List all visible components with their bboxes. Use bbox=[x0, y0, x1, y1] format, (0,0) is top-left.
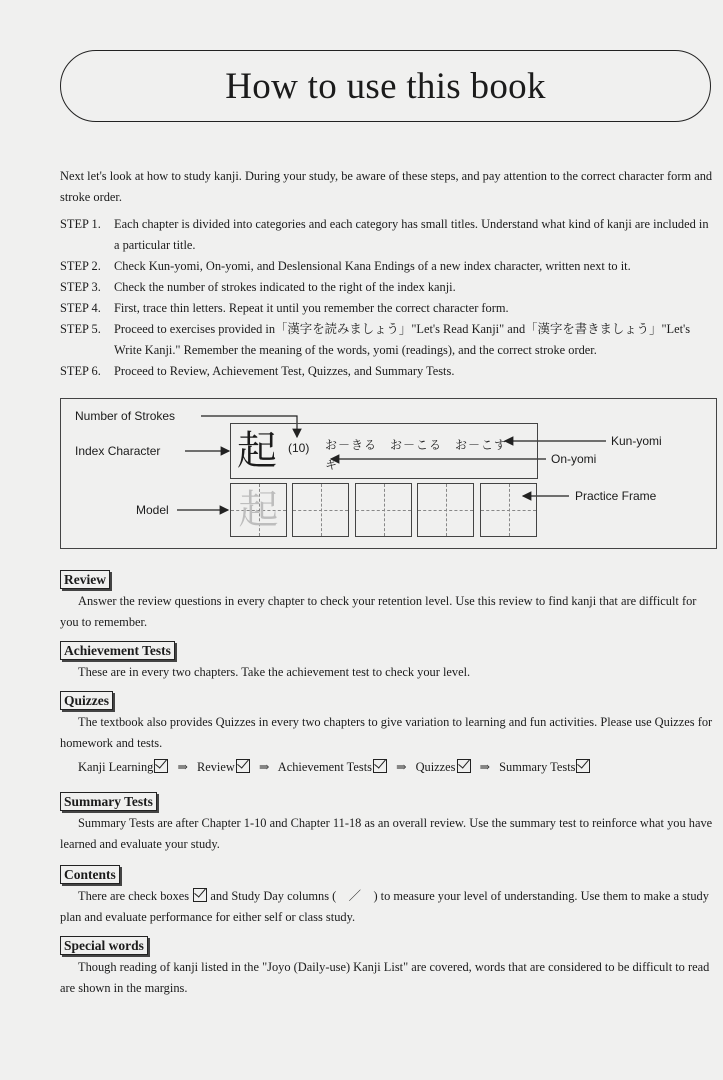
title-box bbox=[60, 50, 711, 122]
on-yomi-label: On-yomi bbox=[551, 452, 597, 466]
step-item bbox=[60, 319, 716, 361]
step-number: STEP 1. bbox=[60, 217, 101, 231]
achievement-section bbox=[60, 641, 716, 683]
step-item bbox=[60, 214, 716, 256]
step-item bbox=[60, 256, 716, 277]
step-item bbox=[60, 298, 716, 319]
model-frame bbox=[230, 483, 287, 537]
on-reading: キ bbox=[325, 458, 338, 472]
practice-frame bbox=[292, 483, 349, 537]
contents-body-a: There are check boxes bbox=[78, 889, 190, 903]
step-item bbox=[60, 277, 716, 298]
checkbox-icon bbox=[154, 759, 168, 773]
page-title: How to use this book bbox=[225, 65, 546, 107]
quizzes-heading: Quizzes bbox=[60, 691, 113, 710]
summary-heading: Summary Tests bbox=[60, 792, 157, 811]
number-of-strokes-label: Number of Strokes bbox=[75, 409, 176, 423]
step-item bbox=[60, 361, 716, 382]
step-number: STEP 3. bbox=[60, 280, 101, 294]
checkbox-icon bbox=[576, 759, 590, 773]
quizzes-body: The textbook also provides Quizzes in every two chapters to give variation to learning and fun activities. Please use Quizzes for homework and tests. bbox=[60, 715, 713, 750]
step-number: STEP 5. bbox=[60, 322, 101, 336]
flow-item: Achievement Tests bbox=[277, 760, 372, 774]
kun-yomi-label: Kun-yomi bbox=[611, 434, 662, 448]
kun-readings: お－きる お－こる お－こす bbox=[325, 438, 508, 452]
review-body: Answer the review questions in every chapter to check your retention level. Use this review to find kanji that are difficult for you to remember. bbox=[60, 594, 697, 629]
intro-paragraph: Next let's look at how to study kanji. During your study, be aware of these steps, and pay attention to the correct character form and stroke order. bbox=[60, 169, 713, 204]
learning-flow bbox=[78, 759, 590, 775]
practice-frame bbox=[355, 483, 412, 537]
practice-frame bbox=[417, 483, 474, 537]
practice-frame bbox=[480, 483, 537, 537]
index-kanji-box bbox=[230, 423, 538, 479]
step-text: Proceed to Review, Achievement Test, Quizzes, and Summary Tests. bbox=[114, 364, 455, 378]
review-heading: Review bbox=[60, 570, 110, 589]
stroke-count: (10) bbox=[288, 441, 310, 455]
model-kanji: 起 bbox=[238, 487, 279, 533]
special-words-heading: Special words bbox=[60, 936, 148, 955]
contents-body-b: and Study Day columns ( ／ ) to measure your level of understanding. Use them to make a study plan and evaluate performance for either self or class study. bbox=[60, 889, 709, 924]
steps-list bbox=[60, 214, 716, 382]
step-number: STEP 2. bbox=[60, 259, 101, 273]
flow-item: Kanji Learning bbox=[78, 760, 154, 774]
arrow-icon: ⇒ bbox=[258, 760, 270, 774]
quizzes-section bbox=[60, 691, 716, 754]
step-number: STEP 4. bbox=[60, 301, 101, 315]
summary-section bbox=[60, 792, 716, 855]
special-words-body: Though reading of kanji listed in the "Joyo (Daily-use) Kanji List" are covered, words that are considered to be difficult to read are shown in the margins. bbox=[60, 960, 710, 995]
flow-item: Review bbox=[196, 760, 235, 774]
checkbox-icon bbox=[193, 888, 207, 902]
contents-heading: Contents bbox=[60, 865, 120, 884]
kanji-entry-diagram bbox=[60, 398, 717, 549]
contents-body bbox=[60, 886, 716, 928]
arrow-icon: ⇒ bbox=[177, 760, 188, 774]
practice-frame-label: Practice Frame bbox=[575, 489, 657, 503]
step-text: First, trace thin letters. Repeat it until you remember the correct character form. bbox=[114, 301, 509, 315]
step-text: Check Kun-yomi, On-yomi, and Deslensional Kana Endings of a new index character, written next to it. bbox=[114, 259, 631, 273]
summary-body: Summary Tests are after Chapter 1-10 and Chapter 11-18 as an overall review. Use the summary test to reinforce what you have learned and evaluate your study. bbox=[60, 816, 713, 851]
index-character-label: Index Character bbox=[75, 444, 161, 458]
step-number: STEP 6. bbox=[60, 364, 101, 378]
contents-section bbox=[60, 865, 716, 928]
special-words-section bbox=[60, 936, 716, 999]
step-text: Check the number of strokes indicated to the right of the index kanji. bbox=[114, 280, 456, 294]
checkbox-icon bbox=[373, 759, 387, 773]
index-kanji: 起 bbox=[237, 428, 277, 474]
review-section bbox=[60, 570, 716, 633]
step-text: Proceed to exercises provided in「漢字を読みましょう」"Let's Read Kanji" and「漢字を書きましょう」"Let's Write Kanji." Remember the meaning of the words, yomi (readings), and the correct stroke order. bbox=[114, 322, 691, 357]
arrow-icon: ⇒ bbox=[396, 760, 407, 774]
arrow-icon: ⇒ bbox=[479, 760, 490, 774]
step-text: Each chapter is divided into categories and each category has small titles. Understand what kind of kanji are included in a particular title. bbox=[114, 217, 709, 252]
achievement-heading: Achievement Tests bbox=[60, 641, 175, 660]
checkbox-icon bbox=[457, 759, 471, 773]
checkbox-icon bbox=[236, 759, 250, 773]
flow-item: Quizzes bbox=[415, 760, 456, 774]
achievement-body: These are in every two chapters. Take the achievement test to check your level. bbox=[78, 665, 471, 679]
flow-item: Summary Tests bbox=[499, 760, 576, 774]
model-label: Model bbox=[136, 503, 169, 517]
